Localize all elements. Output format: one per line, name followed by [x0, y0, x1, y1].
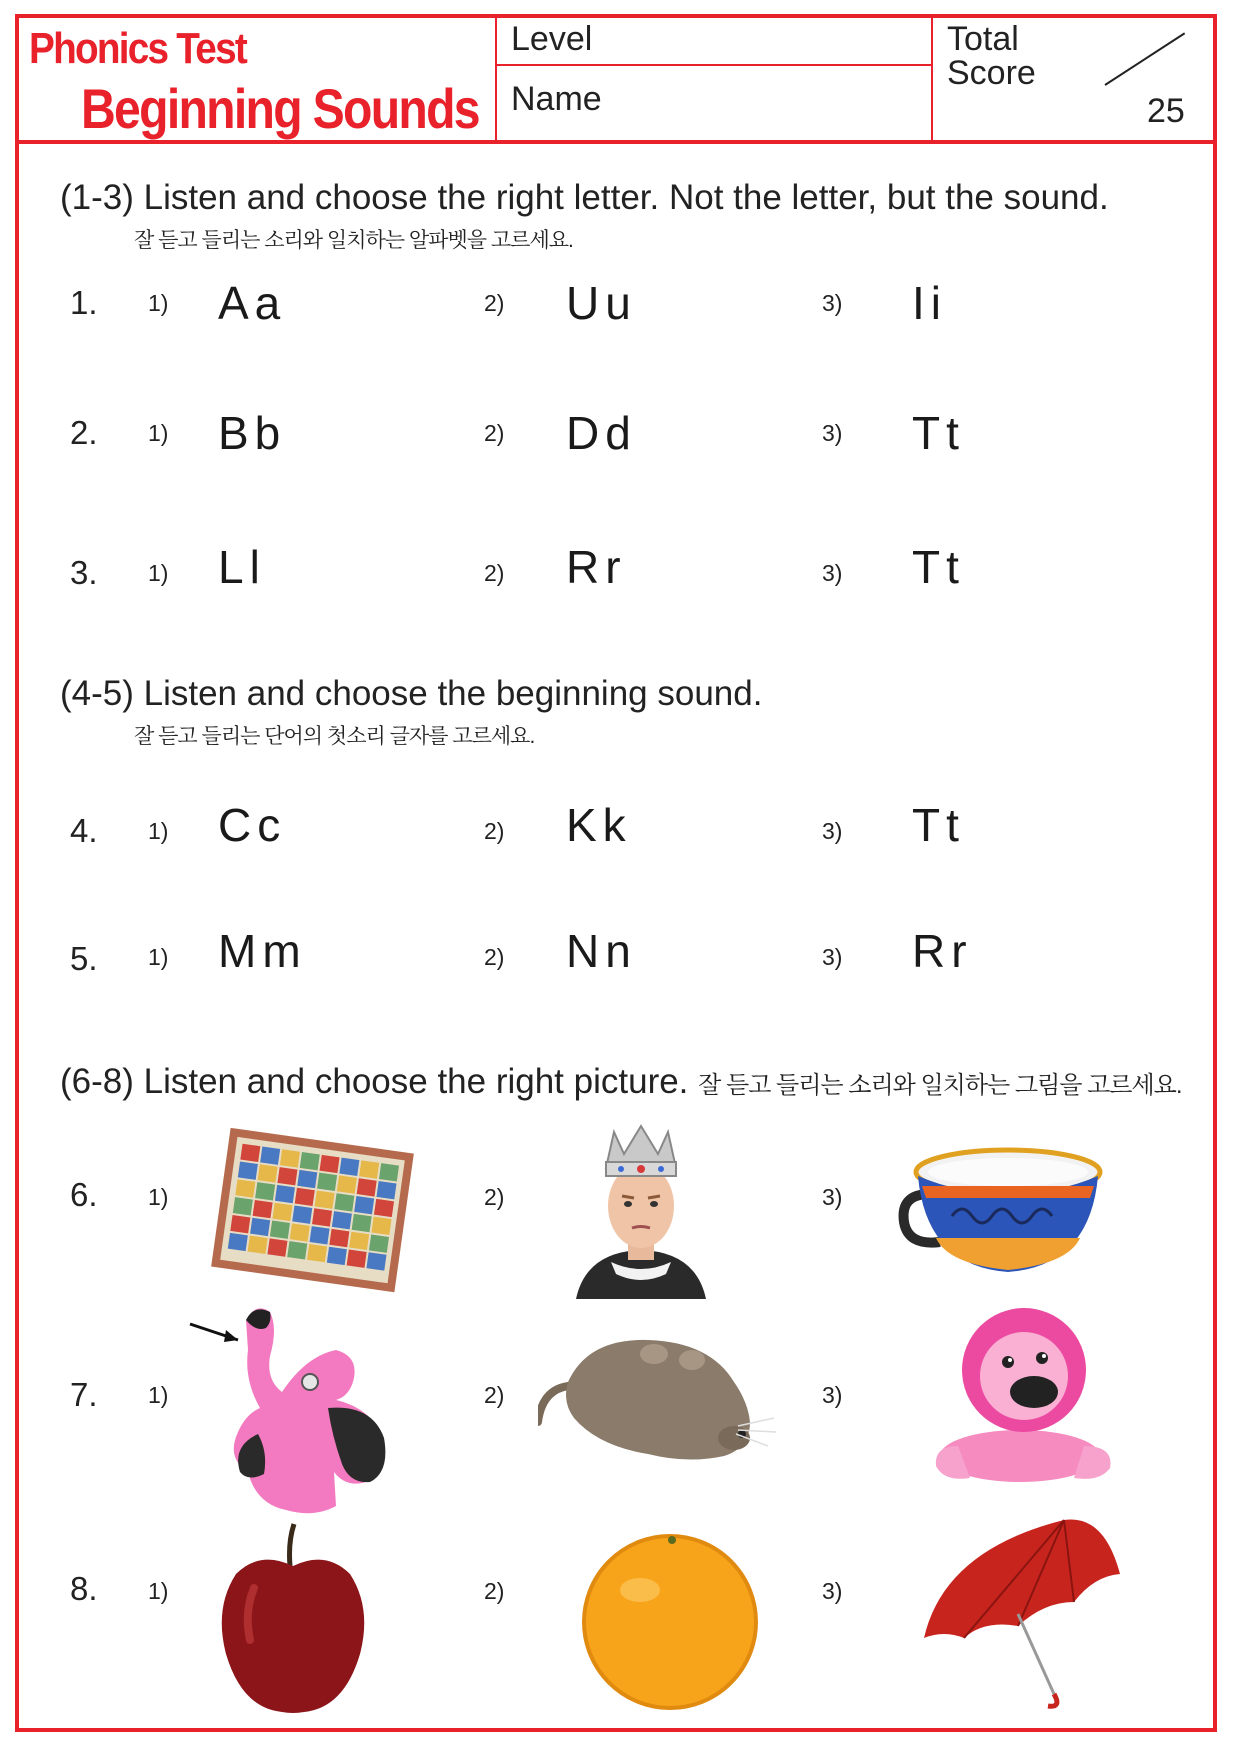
option-label: 3)	[822, 420, 843, 446]
letter-option[interactable]: Ii	[912, 277, 947, 329]
rug-picture[interactable]	[200, 1120, 425, 1300]
king-picture[interactable]	[566, 1124, 716, 1299]
section-1-title: (1-3) Listen and choose the right letter. Not the letter, but the sound.	[60, 178, 1109, 217]
header	[15, 14, 1217, 144]
orange-picture[interactable]	[580, 1528, 760, 1713]
section-3-title-text: (6-8) Listen and choose the right picture.	[60, 1062, 689, 1101]
letter-option[interactable]: Uu	[566, 277, 637, 329]
option-label: 3)	[822, 290, 843, 316]
level-label: Level	[511, 20, 593, 58]
option-label: 2)	[484, 1382, 505, 1408]
header-divider	[495, 14, 497, 140]
pink-elephant-nose-picture[interactable]	[186, 1296, 411, 1521]
option-label: 2)	[484, 420, 505, 446]
question-number: 7.	[70, 1376, 98, 1413]
option-label: 1)	[148, 290, 169, 316]
name-label: Name	[511, 80, 602, 118]
section-2-title: (4-5) Listen and choose the beginning sound.	[60, 674, 763, 713]
option-label: 1)	[148, 1184, 169, 1210]
score-slash	[1104, 32, 1185, 85]
option-label: 2)	[484, 290, 505, 316]
letter-option[interactable]: Tt	[912, 541, 965, 593]
letter-option[interactable]: Rr	[566, 541, 627, 593]
option-label: 3)	[822, 1382, 843, 1408]
question-number: 2.	[70, 414, 98, 451]
section-2-subtitle: 잘 듣고 들리는 단어의 첫소리 글자를 고르세요.	[134, 725, 535, 748]
title-line1: Phonics Test	[29, 24, 246, 73]
letter-option[interactable]: Nn	[566, 925, 637, 977]
pink-lion-picture[interactable]	[924, 1296, 1124, 1486]
question-number: 6.	[70, 1176, 98, 1213]
header-divider	[495, 64, 931, 66]
letter-option[interactable]: Aa	[218, 277, 287, 329]
section-3-title	[60, 1062, 1182, 1102]
option-label: 1)	[148, 944, 169, 970]
option-label: 3)	[822, 1184, 843, 1210]
header-divider	[931, 14, 933, 140]
option-label: 3)	[822, 944, 843, 970]
rat-picture[interactable]	[538, 1322, 778, 1482]
option-label: 3)	[822, 818, 843, 844]
letter-option[interactable]: Tt	[912, 799, 965, 851]
question-number: 4.	[70, 812, 98, 849]
option-label: 3)	[822, 560, 843, 586]
option-label: 1)	[148, 1382, 169, 1408]
apple-picture[interactable]	[218, 1522, 368, 1718]
question-number: 3.	[70, 554, 98, 591]
section-1-subtitle: 잘 듣고 들리는 소리와 일치하는 알파벳을 고르세요.	[134, 229, 573, 252]
option-label: 2)	[484, 1578, 505, 1604]
option-label: 2)	[484, 560, 505, 586]
option-label: 1)	[148, 560, 169, 586]
option-label: 1)	[148, 818, 169, 844]
cup-picture[interactable]	[896, 1142, 1106, 1282]
section-3-subtitle: 잘 듣고 들리는 소리와 일치하는 그림을 고르세요.	[698, 1072, 1182, 1099]
letter-option[interactable]: Bb	[218, 407, 287, 459]
letter-option[interactable]: Ll	[218, 541, 266, 593]
option-label: 2)	[484, 944, 505, 970]
question-number: 5.	[70, 940, 98, 977]
score-label: Score	[947, 54, 1036, 92]
letter-option[interactable]: Tt	[912, 407, 965, 459]
option-label: 3)	[822, 1578, 843, 1604]
score-max: 25	[1147, 92, 1185, 130]
letter-option[interactable]: Kk	[566, 799, 632, 851]
question-number: 8.	[70, 1570, 98, 1607]
letter-option[interactable]: Cc	[218, 799, 287, 851]
option-label: 2)	[484, 818, 505, 844]
question-number: 1.	[70, 284, 98, 321]
option-label: 1)	[148, 420, 169, 446]
letter-option[interactable]: Dd	[566, 407, 637, 459]
title-line2: Beginning Sounds	[81, 77, 479, 140]
total-label: Total	[947, 20, 1019, 58]
option-label: 1)	[148, 1578, 169, 1604]
umbrella-picture[interactable]	[914, 1510, 1124, 1710]
letter-option[interactable]: Mm	[218, 925, 307, 977]
letter-option[interactable]: Rr	[912, 925, 973, 977]
option-label: 2)	[484, 1184, 505, 1210]
